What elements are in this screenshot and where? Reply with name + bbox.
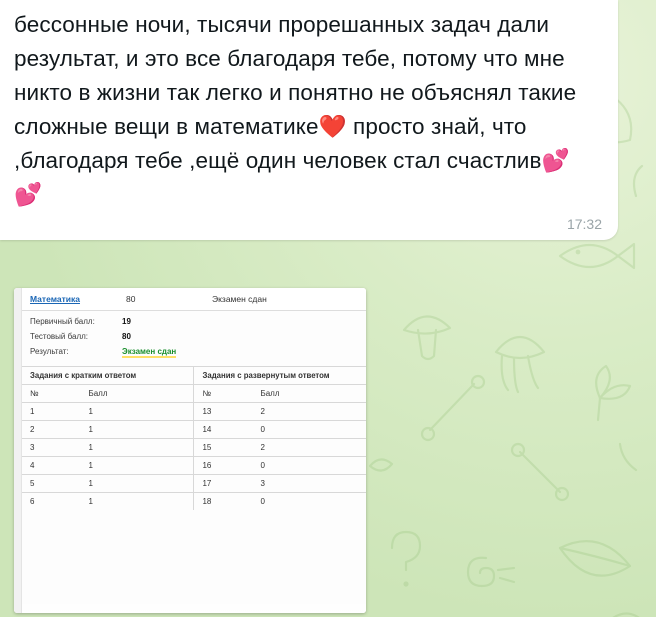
cell-number-right: 16 [194,457,252,475]
col-header-score-right: Балл [252,385,366,403]
cell-number-right: 13 [194,403,252,421]
document-content [21,288,366,613]
cell-number-right: 18 [194,493,252,511]
summary-label: Первичный балл: [30,317,95,326]
summary-rows [22,311,366,364]
summary-row-test-score [30,332,358,347]
summary-label: Результат: [30,347,69,356]
summary-value: 80 [122,332,131,341]
summary-value: 19 [122,317,131,326]
summary-row-result [30,347,358,362]
cell-score-right: 0 [252,457,366,475]
table-row [22,403,366,421]
cell-number-left: 1 [22,403,80,421]
table-row [22,457,366,475]
table-row [22,493,366,511]
cell-score-right: 3 [252,475,366,493]
attached-exam-result-screenshot[interactable] [14,288,366,613]
cell-score-right: 2 [252,403,366,421]
cell-score-left: 1 [80,403,194,421]
document-header [22,288,366,311]
cell-number-left: 3 [22,439,80,457]
table-column-header-row [22,385,366,403]
table-row [22,439,366,457]
header-status: Экзамен сдан [212,294,267,304]
summary-value-highlighted: Экзамен сдан [122,347,177,356]
cell-number-left: 6 [22,493,80,511]
cell-score-left: 1 [80,439,194,457]
chat-message-bubble[interactable] [0,0,618,240]
group-header-short-answer: Задания с кратким ответом [22,367,194,385]
summary-label: Тестовый балл: [30,332,89,341]
cell-number-left: 4 [22,457,80,475]
col-header-number-left: № [22,385,80,403]
cell-number-right: 15 [194,439,252,457]
message-timestamp: 17:32 [566,216,602,232]
cell-score-left: 1 [80,493,194,511]
cell-score-right: 0 [252,493,366,511]
scores-table [22,366,366,510]
table-row [22,421,366,439]
cell-number-left: 5 [22,475,80,493]
cell-number-right: 14 [194,421,252,439]
col-header-score-left: Балл [80,385,194,403]
document-bottom-fade [22,601,366,613]
header-score: 80 [126,294,136,304]
cell-score-left: 1 [80,457,194,475]
cell-number-right: 17 [194,475,252,493]
document-left-rail [14,288,21,613]
summary-row-primary-score [30,317,358,332]
subject-link[interactable]: Математика [30,294,80,304]
group-header-long-answer: Задания с развернутым ответом [194,367,366,385]
cell-number-left: 2 [22,421,80,439]
message-text: бессонные ночи, тысячи прорешанных задач дали результат, и это все благодаря тебе, потому что мне никто в жизни так легко и понятно не объяснял такие сложные вещи в математике❤️ просто знай, что ,благодаря тебе ,ещё один человек стал счастлив💕 💕 [14,12,583,207]
cell-score-left: 1 [80,475,194,493]
cell-score-left: 1 [80,421,194,439]
cell-score-right: 2 [252,439,366,457]
table-group-header-row [22,367,366,385]
table-row [22,475,366,493]
cell-score-right: 0 [252,421,366,439]
col-header-number-right: № [194,385,252,403]
